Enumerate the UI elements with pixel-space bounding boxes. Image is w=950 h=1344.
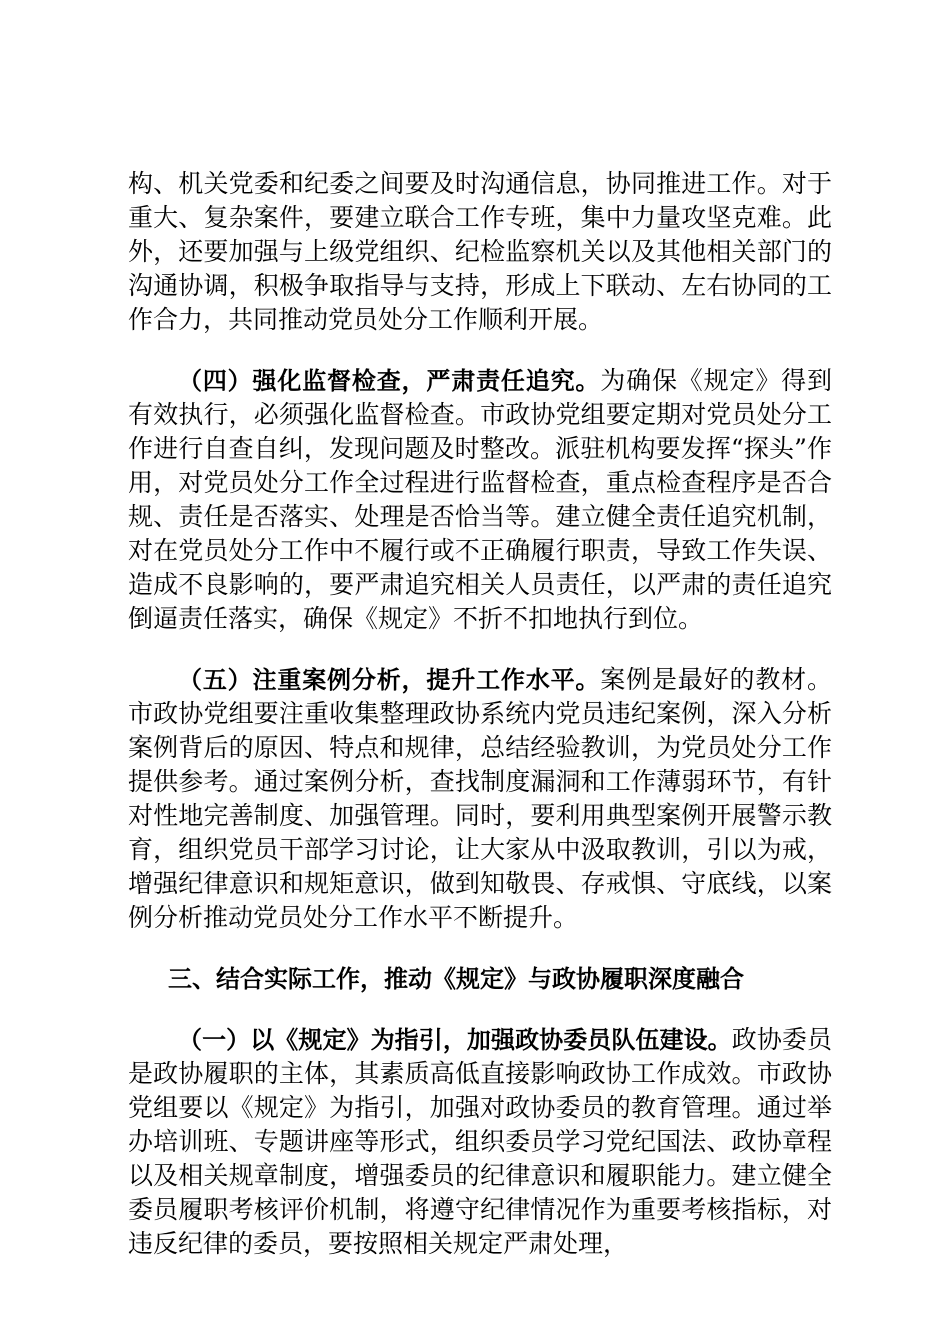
paragraph-text: 案例是最好的教材。市政协党组要注重收集整理政协系统内党员违纪案例，深入分析案例背后的原因、特点和规律，总结经验教训，为党员处分工作提供参考。通过案例分析，查找制度漏洞和工作薄弱环节，有针对性地完善制度、加强管理。同时，要利用典型案例开展警示教育，组织党员干部学习讨论，让大家从中汲取教训，引以为戒，增强纪律意识和规矩意识，做到知敬畏、存戒惧、守底线，以案例分析推动党员处分工作水平不断提升。 bbox=[128, 665, 832, 932]
paragraph-case-analysis bbox=[128, 663, 832, 935]
paragraph-lead-heading: （一）以《规定》为指引，加强政协委员队伍建设。 bbox=[178, 1026, 732, 1054]
paragraph-continuation bbox=[128, 167, 832, 337]
paragraph-text: 政协委员是政协履职的主体，其素质高低直接影响政协工作成效。市政协党组要以《规定》为指引，加强对政协委员的教育管理。通过举办培训班、专题讲座等形式，组织委员学习党纪国法、政协章程以及相关规章制度，增强委员的纪律意识和履职能力。建立健全委员履职考核评价机制，将遵守纪律情况作为重要考核指标，对违反纪律的委员，要按照相关规定严肃处理， bbox=[128, 1025, 832, 1258]
paragraph-supervision bbox=[128, 364, 832, 636]
paragraph-text: 为确保《规定》得到有效执行，必须强化监督检查。市政协党组要定期对党员处分工作进行自查自纠，发现问题及时整改。派驻机构要发挥“探头”作用，对党员处分工作全过程进行监督检查，重点检查程序是否合规、责任是否落实、处理是否恰当等。建立健全责任追究机制，对在党员处分工作中不履行或不正确履行职责，导致工作失误、造成不良影响的，要严肃追究相关人员责任，以严肃的责任追究倒逼责任落实，确保《规定》不折不扣地执行到位。 bbox=[128, 366, 832, 633]
document-body bbox=[128, 167, 832, 1288]
paragraph-committee-building bbox=[128, 1023, 832, 1261]
paragraph-lead-heading: （五）注重案例分析，提升工作水平。 bbox=[178, 666, 601, 694]
paragraph-lead-heading: （四）强化监督检查，严肃责任追究。 bbox=[178, 367, 601, 395]
section-heading: 三、结合实际工作，推动《规定》与政协履职深度融合 bbox=[168, 965, 744, 993]
paragraph-text: 构、机关党委和纪委之间要及时沟通信息，协同推进工作。对于重大、复杂案件，要建立联合工作专班，集中力量攻坚克难。此外，还要加强与上级党组织、纪检监察机关以及其他相关部门的沟通协调，积极争取指导与支持，形成上下联动、左右协同的工作合力，共同推动党员处分工作顺利开展。 bbox=[128, 169, 832, 334]
